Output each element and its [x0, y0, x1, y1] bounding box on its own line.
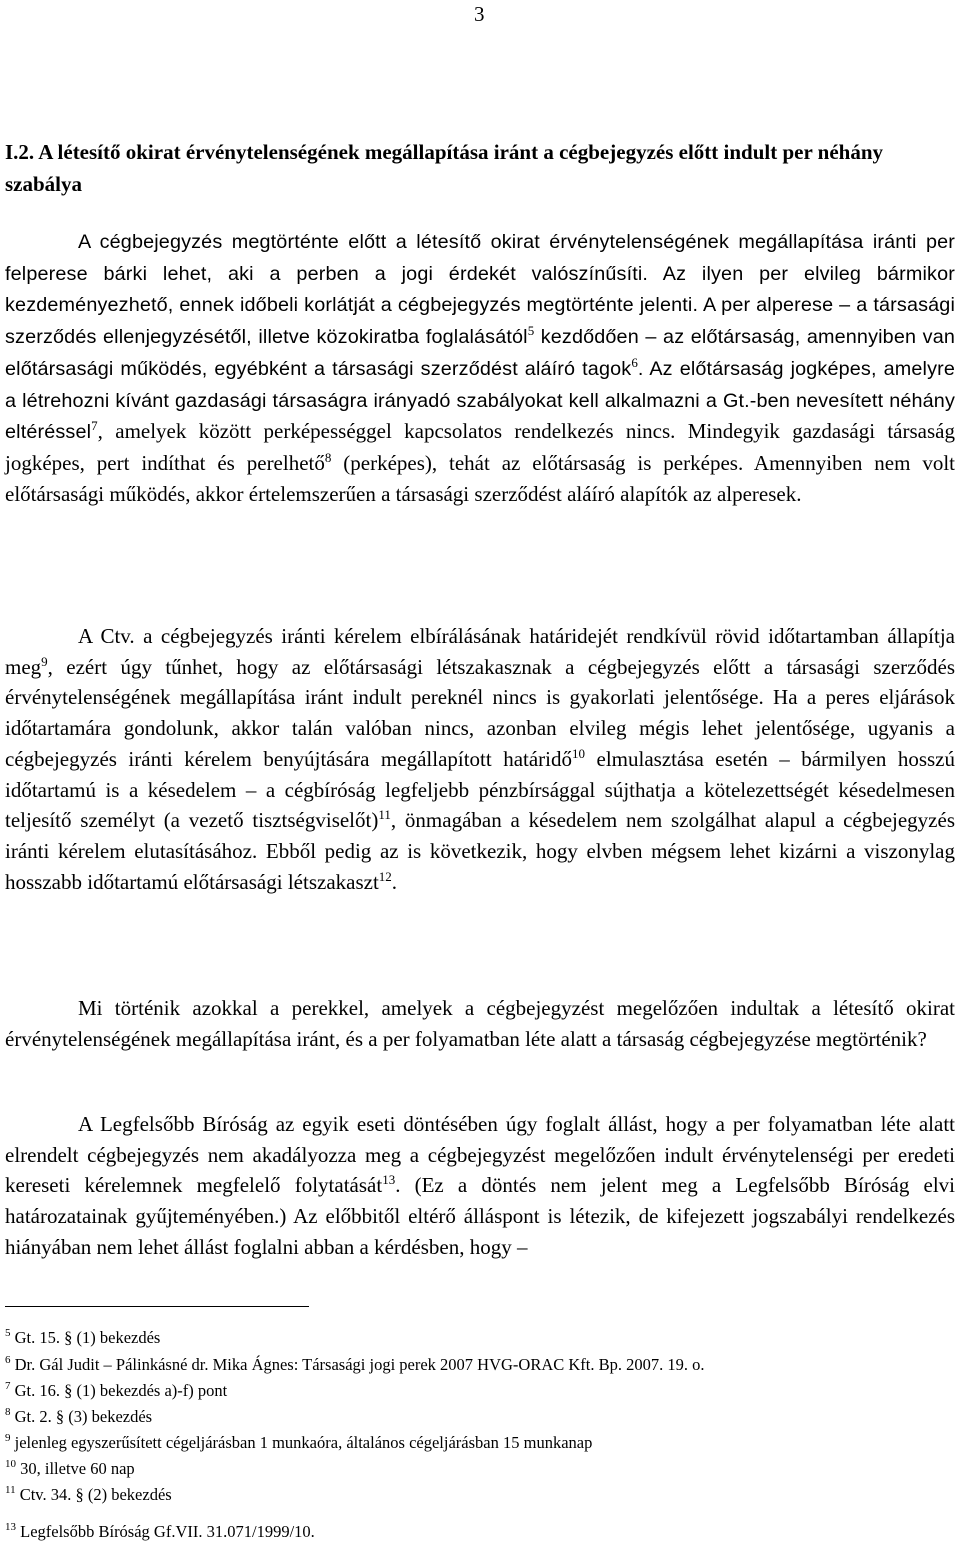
footnote-number: 13 — [5, 1521, 16, 1533]
footnote-ref-7: 7 — [91, 418, 98, 434]
footnote-text: Ctv. 34. § (2) bekezdés — [15, 1485, 172, 1504]
section-heading — [5, 136, 955, 200]
footnote-number: 5 — [5, 1327, 11, 1339]
footnote-ref-13: 13 — [382, 1172, 396, 1188]
footnote-ref-12: 12 — [378, 868, 392, 884]
paragraph-question — [5, 993, 955, 1054]
footnote-number: 11 — [5, 1484, 16, 1496]
footnote-ref-11: 11 — [378, 807, 391, 823]
paragraph-text: . — [391, 869, 398, 894]
footnote-11 — [5, 1484, 955, 1505]
footnote-number: 8 — [5, 1406, 11, 1418]
footnote-number: 7 — [5, 1380, 11, 1392]
footnote-text: Dr. Gál Judit – Pálinkásné dr. Mika Ágnes: Társasági jogi perek 2007 HVG-ORAC Kft. Bp. 2007. 19. o. — [10, 1355, 705, 1374]
paragraph-ctv-deadline — [5, 621, 955, 897]
footnote-6 — [5, 1354, 955, 1375]
paragraph-text: , ezért úgy tűnhet, hogy az előtársasági létszakasznak a cégbejegyzés előtt a társasági szerződés érvénytelenségének megállapítása iránt indult pereknél nincs is gyakorlati jelentősége. Ha a peres eljárások időtartamára gondolunk, akkor talán valóban nincs, azonban elvileg mégis lehet jelentősége, ugyanis a cégbejegyzés iránti kérelem benyújtására megállapított határidő — [5, 654, 955, 771]
footnote-text: 30, illetve 60 nap — [16, 1459, 135, 1478]
paragraph-text: A Ctv. a cégbejegyzés iránti kérelem elbírálásának határidejét rendkívül rövid időtartamban állapítja meg — [5, 624, 955, 679]
footnote-text: jelenleg egyszerűsített cégeljárásban 1 munkaóra, általános cégeljárásban 15 munkanap — [10, 1433, 593, 1452]
paragraph-text: Mi történik azokkal a perekkel, amelyek a cégbejegyzést megelőzően indultak a létesítő okirat érvénytelenségének megállapítása iránt, és a per folyamatban léte alatt a társaság cégbejegyzése megtörténik? — [5, 996, 955, 1051]
paragraph-text: (perképes), tehát az előtársaság is perképes. Amennyiben nem volt előtársasági működés, akkor értelemszerűen a társasági szerződést aláíró alapítók az alperesek. — [5, 450, 955, 506]
footnote-divider — [5, 1306, 309, 1307]
paragraph-text: elmulasztása esetén – bármilyen hosszú időtartamú is a késedelem – a cégbíróság legfeljebb pénzbírsággal sújthatja a kötelezettségét késedelmesen teljesítő személyt (a vezető tisztségviselőt) — [5, 746, 955, 833]
paragraph-text: , amelyek között perképességgel kapcsolatos rendelkezés nincs. Mindegyik gazdasági társaság jogképes, pert indíthat és perelhető — [5, 419, 955, 475]
paragraph-text: A cégbejegyzés megtörténte előtt a létesítő okirat érvénytelenségének megállapítása iránti per felperese bárki lehet, aki a perben a jogi érdekét valószínűsíti. Az ilyen per elvileg bármikor kezdeményezhető, ennek időbeli korlátját a cégbejegyzés megtörténte jelenti. A per alperese – a társasági szerződés ellenjegyzésétől, illetve közokiratba foglalásától — [5, 231, 955, 349]
footnote-number: 9 — [5, 1432, 11, 1444]
footnote-ref-9: 9 — [41, 653, 48, 669]
paragraph-text: . (Ez a döntés nem jelent meg a Legfelsőbb Bíróság elvi határozatainak gyűjteményében.) Az előbbitől eltérő álláspont is létezik, de kifejezett jogszabályi rendelkezés hiányában nem lehet állást foglalni abban a kérdésben, hogy – — [5, 1173, 955, 1259]
footnote-number: 10 — [5, 1458, 16, 1470]
footnote-ref-10: 10 — [572, 745, 586, 761]
paragraph-text: , önmagában a késedelem nem szolgálhat alapul a cégbejegyzés iránti kérelem elutasításához. Ebből pedig az is következik, hogy elvben mégsem lehet kizárni a viszonylag hosszabb időtartamú előtársasági létszakaszt — [5, 808, 955, 894]
footnote-10 — [5, 1458, 955, 1479]
footnote-text: Gt. 16. § (1) bekezdés a)-f) pont — [10, 1381, 228, 1400]
footnote-text: Gt. 2. § (3) bekezdés — [10, 1407, 153, 1426]
footnote-5 — [5, 1327, 955, 1348]
footnote-ref-6: 6 — [631, 354, 638, 370]
paragraph-supreme-court — [5, 1109, 955, 1263]
section-title: A létesítő okirat érvénytelenségének megállapítása iránt a cégbejegyzés előtt indult per néhány szabálya — [5, 140, 884, 196]
section-number: I.2. — [5, 140, 35, 164]
footnote-8 — [5, 1406, 955, 1427]
footnote-text: Gt. 15. § (1) bekezdés — [10, 1328, 161, 1347]
footnote-ref-5: 5 — [527, 323, 535, 339]
paragraph-text: . Az előtársaság jogképes, amelyre a létrehozni kívánt gazdasági társaságra irányadó szabályokat kell alkalmazni a Gt.-ben nevesített néhány eltéréssel — [5, 357, 955, 444]
footnote-ref-8: 8 — [324, 449, 332, 465]
footnote-number: 6 — [5, 1354, 11, 1366]
paragraph-text: kezdődően – az előtársaság, amennyiben van előtársasági működés, egyébként a társasági szerződést aláíró tagok — [5, 326, 955, 380]
footnote-9 — [5, 1432, 955, 1453]
paragraph-plaintiff-defendant — [5, 226, 955, 509]
page-number: 3 — [474, 2, 485, 26]
footnote-13 — [5, 1521, 955, 1542]
footnote-7 — [5, 1380, 955, 1401]
footnote-text: Legfelsőbb Bíróság Gf.VII. 31.071/1999/10. — [16, 1522, 315, 1541]
paragraph-text: A Legfelsőbb Bíróság az egyik eseti döntésében úgy foglalt állást, hogy a per folyamatban léte alatt elrendelt cégbejegyzés nem akadályozza meg a cégbejegyzést megelőzően indult érvénytelenségi per eredeti kereseti kérelemnek megfelelő folytatását — [5, 1112, 955, 1198]
